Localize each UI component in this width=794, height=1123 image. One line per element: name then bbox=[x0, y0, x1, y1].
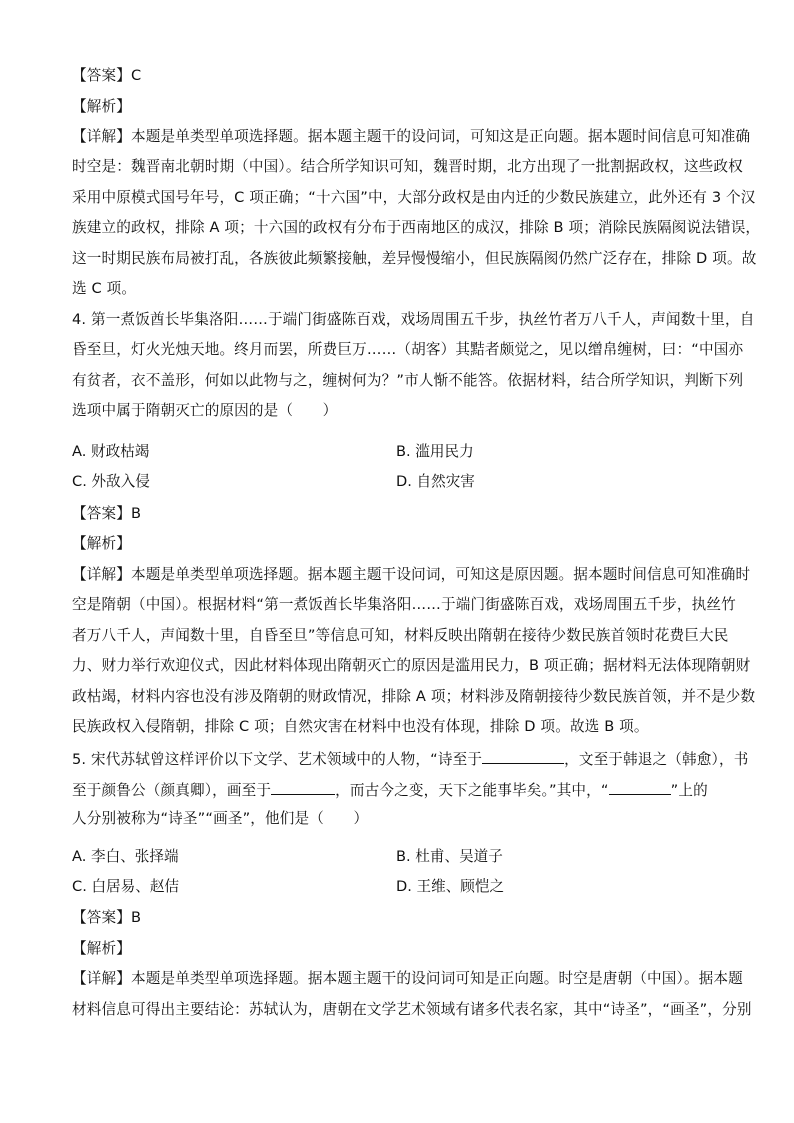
q4-option-c: C. 外敌入侵 bbox=[72, 473, 150, 490]
q5-analysis-label: 【解析】 bbox=[72, 940, 131, 957]
q4-stem-line: 选项中属于隋朝灭亡的原因的是（ ） bbox=[72, 402, 338, 419]
q3-analysis-label: 【解析】 bbox=[72, 98, 131, 115]
q5-detail-line: 材料信息可得出主要结论：苏轼认为，唐朝在文学艺术领域有诸多代表名家，其中“诗圣”，“画圣”，分别 bbox=[72, 1001, 752, 1018]
fill-blank bbox=[482, 748, 564, 764]
q5-stem-line bbox=[72, 748, 749, 770]
q5-stem-text: ，文至于韩退之（韩愈），书 bbox=[564, 751, 749, 768]
q3-detail-line: 【详解】本题是单类型单项选择题。据本题主题干的设问词，可知这是正向题。据本题时间信息可知准确 bbox=[72, 128, 751, 145]
q5-option-d: D. 王维、顾恺之 bbox=[396, 878, 505, 895]
q3-detail-line: 时空是：魏晋南北朝时期（中国）。结合所学知识可知，魏晋时期，北方出现了一批割据政权，这些政权 bbox=[72, 158, 743, 175]
q4-detail-line: 力、财力举行欢迎仪式，因此材料体现出隋朝灭亡的原因是滥用民力，B 项正确；据材料无法体现隋朝财 bbox=[72, 657, 751, 674]
q4-option-d: D. 自然灾害 bbox=[396, 473, 475, 490]
q3-detail-line: 采用中原模式国号年号，C 项正确；“十六国”中，大部分政权是由内迁的少数民族建立，此外还有 3 个汉 bbox=[72, 189, 756, 206]
q4-detail-line: 者万八千人，声闻数十里，自昏至旦”等信息可知，材料反映出隋朝在接待少数民族首领时花费巨大民 bbox=[72, 627, 729, 644]
q5-option-b: B. 杜甫、吴道子 bbox=[396, 848, 503, 865]
q5-stem-text: ”上的 bbox=[670, 782, 708, 799]
q5-stem-line bbox=[72, 779, 722, 801]
q4-stem-line: 昏至旦，灯火光烛天地。终月而罢，所费巨万……（胡客）其黠者颇觉之，见以缯帛缠树，曰：“中国亦 bbox=[72, 341, 744, 358]
q5-option-c: C. 白居易、赵佶 bbox=[72, 878, 180, 895]
q5-detail-line: 【详解】本题是单类型单项选择题。据本题主题干的设问词可知是正向题。时空是唐朝（中国）。据本题 bbox=[72, 970, 743, 987]
q3-answer: 【答案】C bbox=[72, 67, 142, 84]
q4-stem-line: 4. 第一煮饭酋长毕集洛阳……于端门街盛陈百戏，戏场周围五千步，执丝竹者万八千人，声闻数十里，自 bbox=[72, 311, 755, 328]
q4-detail-line: 【详解】本题是单类型单项选择题。据本题主题干设问词，可知这是原因题。据本题时间信息可知准确时 bbox=[72, 566, 751, 583]
q4-detail-line: 空是隋朝（中国）。根据材料“第一煮饭酋长毕集洛阳……于端门街盛陈百戏，戏场周围五千步，执丝竹 bbox=[72, 596, 736, 613]
q5-stem-line: 人分别被称为“诗圣”“画圣”，他们是（ ） bbox=[72, 810, 369, 827]
q4-analysis-label: 【解析】 bbox=[72, 535, 131, 552]
q5-option-a: A. 李白、张择端 bbox=[72, 848, 179, 865]
q4-detail-line: 民族政权入侵隋朝，排除 C 项；自然灾害在材料中也没有体现，排除 D 项。故选 B 项。 bbox=[72, 718, 649, 735]
q3-detail-line: 这一时期民族布局被打乱，各族彼此频繁接触，差异慢慢缩小，但民族隔阂仍然广泛存在，排除 D 项。故 bbox=[72, 250, 757, 267]
q4-stem-line: 有贫者，衣不盖形，何如以此物与之，缠树何为？”市人惭不能答。依据材料，结合所学知识，判断下列 bbox=[72, 372, 744, 389]
q4-option-b: B. 滥用民力 bbox=[396, 443, 474, 460]
q5-stem-text: 5. 宋代苏轼曾这样评价以下文学、艺术领域中的人物，“诗至于 bbox=[72, 751, 483, 768]
fill-blank bbox=[271, 779, 335, 795]
q4-answer: 【答案】B bbox=[72, 505, 142, 522]
q4-option-a: A. 财政枯竭 bbox=[72, 443, 150, 460]
fill-blank bbox=[609, 779, 671, 795]
q3-detail-line: 选 C 项。 bbox=[72, 280, 137, 297]
q5-answer: 【答案】B bbox=[72, 909, 142, 926]
q5-stem-text: ，而古今之变，天下之能事毕矣。”其中，“ bbox=[335, 782, 609, 799]
q4-detail-line: 政枯竭，材料内容也没有涉及隋朝的财政情况，排除 A 项；材料涉及隋朝接待少数民族首领，并不是少数 bbox=[72, 688, 756, 705]
q3-detail-line: 族建立的政权，排除 A 项；十六国的政权有分布于西南地区的成汉，排除 B 项；消除民族隔阂说法错误， bbox=[72, 219, 761, 236]
q5-stem-text: 至于颜鲁公（颜真卿），画至于 bbox=[72, 782, 272, 799]
